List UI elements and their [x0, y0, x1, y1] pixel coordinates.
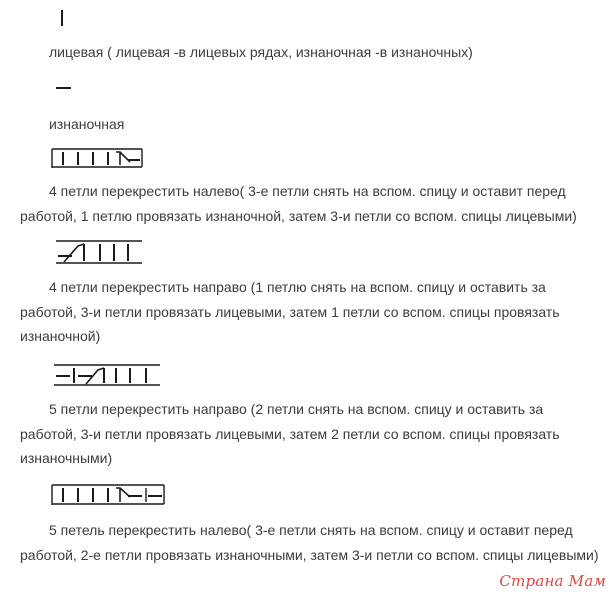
- cable-5-left-icon: [50, 482, 168, 508]
- cable-5-right-description: 5 петли перекрестить направо (2 петли снять на вспом. спицу и оставить за работой, 3-и петли провязать лицевыми, затем 2 петли со вспом. спицы провязать изнаночными): [20, 401, 560, 466]
- cable-4-left-description: 4 петли перекрестить налево( 3-е петли снять на вспом. спицу и оставит перед работой, 1 петлю провязать изнаночной, затем 3-и петли со вспом. спицы лицевыми): [20, 183, 577, 224]
- cable-4-right-icon: [54, 238, 146, 266]
- cable-4-right-description: 4 петли перекрестить направо (1 петлю снять на вспом. спицу и оставить за работой, 3-и петли провязать лицевыми, затем 1 петли со вспом. спицы провязать изнаночной): [20, 279, 560, 344]
- purl-stitch-description: изнаночная: [49, 116, 125, 132]
- cable-5-right-icon: [52, 362, 164, 388]
- knit-stitch-icon: [56, 8, 68, 28]
- site-watermark: Страна Мам: [499, 572, 606, 590]
- cable-5-left-description: 5 петель перекрестить налево( 3-е петли снять на вспом. спицу и оставит перед работой, 2-е петли провязать изнаночными, затем 3-и петли со вспом. спицы лицевыми): [20, 522, 599, 563]
- knit-stitch-description: лицевая ( лицевая -в лицевых рядах, изнаночная -в изнаночных): [49, 44, 473, 60]
- cable-4-left-icon: [50, 146, 146, 170]
- purl-stitch-icon: [54, 82, 74, 94]
